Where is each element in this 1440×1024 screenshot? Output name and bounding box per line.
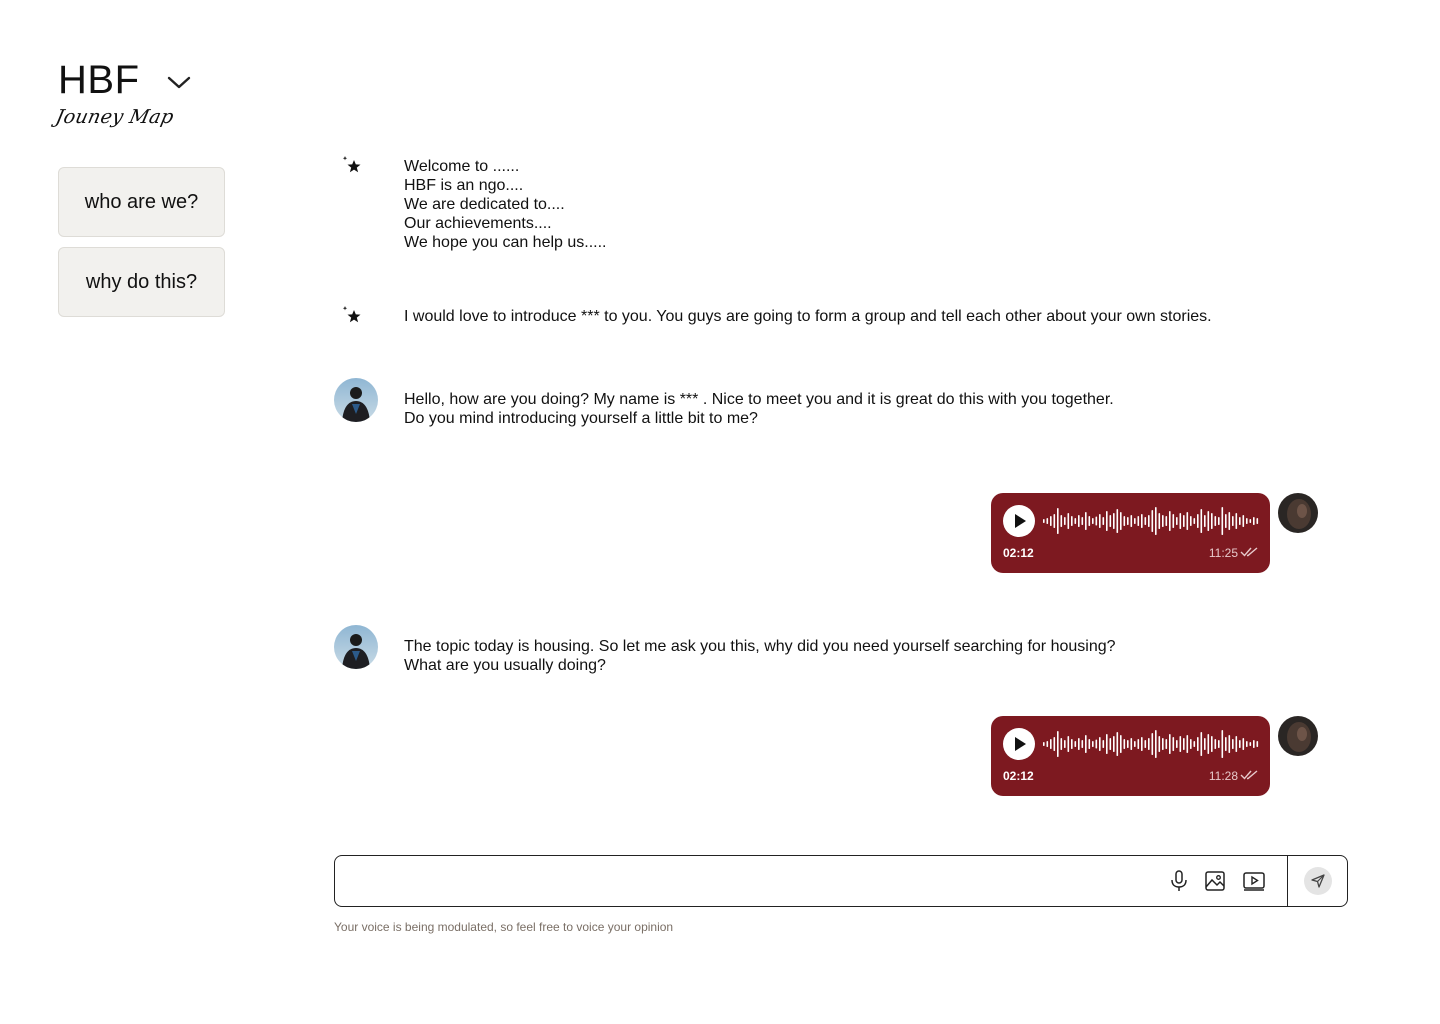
- waveform-bar: [1134, 741, 1136, 747]
- waveform-bar: [1071, 739, 1073, 749]
- waveform-bar: [1187, 735, 1189, 753]
- waveform-bar: [1211, 513, 1213, 529]
- sparkle-star-icon: [342, 306, 362, 326]
- waveform-bar: [1166, 516, 1168, 526]
- waveform-bar: [1166, 739, 1168, 749]
- waveform-bar: [1106, 734, 1108, 754]
- waveform-bar: [1180, 513, 1182, 529]
- waveform-bar: [1082, 517, 1084, 525]
- waveform-bar: [1054, 514, 1056, 528]
- voice-message: [991, 493, 1270, 573]
- waveform-bar: [1243, 738, 1245, 750]
- waveform-bar: [1236, 513, 1238, 529]
- waveform-bar: [1229, 735, 1231, 753]
- waveform-bar: [1145, 740, 1147, 748]
- waveform-bar: [1064, 517, 1066, 525]
- waveform-bar: [1162, 738, 1164, 750]
- waveform-bar: [1211, 736, 1213, 752]
- waveform-bar: [1257, 741, 1259, 747]
- waveform-bar: [1050, 739, 1052, 749]
- waveform-bar: [1215, 516, 1217, 526]
- waveform-bar: [1215, 739, 1217, 749]
- waveform-bar: [1117, 509, 1119, 533]
- waveform-bar: [1082, 740, 1084, 748]
- waveform-bar: [1075, 518, 1077, 524]
- waveform-bar: [1138, 516, 1140, 526]
- waveform-bar: [1141, 514, 1143, 528]
- video-icon[interactable]: [1242, 869, 1266, 893]
- waveform-bar: [1078, 515, 1080, 527]
- waveform-bar: [1050, 516, 1052, 526]
- sparkle-star-icon: [342, 156, 362, 176]
- waveform-bar: [1176, 517, 1178, 525]
- waveform-bar: [1113, 513, 1115, 529]
- waveform-bar: [1162, 515, 1164, 527]
- waveform-bar: [1239, 517, 1241, 525]
- waveform-bar: [1197, 514, 1199, 528]
- voice-timestamp: 11:28: [1208, 769, 1238, 783]
- message-input[interactable]: [349, 868, 1153, 896]
- waveform-bar: [1208, 511, 1210, 531]
- image-icon[interactable]: [1203, 869, 1227, 893]
- waveform-bar: [1155, 507, 1157, 535]
- waveform-bar: [1127, 517, 1129, 525]
- voice-timestamp: 11:25: [1208, 546, 1238, 560]
- waveform-bar: [1246, 518, 1248, 524]
- waveform-bar: [1239, 740, 1241, 748]
- waveform-bar: [1106, 511, 1108, 531]
- bot-message-welcome: Welcome to ...... HBF is an ngo.... We are dedicated to.... Our achievements.... We hope you can help us.....: [404, 158, 607, 251]
- waveform-bar: [1043, 519, 1045, 523]
- waveform-bar: [1243, 515, 1245, 527]
- send-button[interactable]: [1304, 867, 1332, 895]
- waveform-bar: [1246, 741, 1248, 747]
- waveform-bar: [1222, 507, 1224, 535]
- waveform-bar: [1194, 518, 1196, 524]
- waveform-bar: [1075, 741, 1077, 747]
- waveform-bar: [1222, 730, 1224, 758]
- waveform-bar: [1190, 516, 1192, 526]
- waveform-bar: [1134, 518, 1136, 524]
- bot-message-introduce: I would love to introduce *** to you. You guys are going to form a group and tell each other about your own stories.: [404, 308, 1212, 325]
- waveform-bar: [1159, 513, 1161, 529]
- double-check-icon: [1240, 769, 1258, 781]
- waveform-bar: [1127, 740, 1129, 748]
- waveform-bar: [1078, 738, 1080, 750]
- waveform-bar: [1057, 508, 1059, 534]
- waveform-bar: [1173, 737, 1175, 751]
- waveform-bar: [1099, 737, 1101, 751]
- waveform-bar: [1194, 741, 1196, 747]
- waveform-bar: [1057, 731, 1059, 757]
- waveform-bar: [1152, 510, 1154, 532]
- waveform-bar: [1180, 736, 1182, 752]
- waveform-bar: [1141, 737, 1143, 751]
- waveform-bar: [1250, 742, 1252, 746]
- waveform-bar: [1047, 741, 1049, 747]
- waveform-bar: [1253, 517, 1255, 525]
- who-are-we-button[interactable]: who are we?: [58, 167, 225, 237]
- waveform-bar: [1176, 740, 1178, 748]
- brand-title: HBF: [58, 58, 140, 102]
- waveform-bar: [1085, 735, 1087, 753]
- waveform-bar: [1096, 740, 1098, 749]
- waveform-bar: [1131, 738, 1133, 750]
- waveform-bar: [1173, 514, 1175, 528]
- waveform-bar: [1068, 736, 1070, 752]
- brand: [53, 58, 192, 128]
- waveform-bar: [1103, 740, 1105, 748]
- waveform-bar: [1232, 739, 1234, 749]
- waveform-bar: [1159, 736, 1161, 752]
- why-do-this-button[interactable]: why do this?: [58, 247, 225, 317]
- waveform-bar: [1103, 517, 1105, 525]
- waveform-bar: [1085, 512, 1087, 530]
- host-message-topic: The topic today is housing. So let me ask you this, why did you need yourself searching for housing? What are you usually doing?: [404, 638, 1116, 674]
- chevron-down-icon[interactable]: [166, 73, 192, 91]
- waveform-bar: [1152, 733, 1154, 755]
- waveform-bar: [1124, 739, 1126, 749]
- voice-duration: 02:12: [1003, 546, 1034, 560]
- waveform-bar: [1229, 512, 1231, 530]
- waveform-bar: [1043, 742, 1045, 746]
- waveform-bar: [1092, 741, 1094, 747]
- play-button[interactable]: [1003, 728, 1035, 760]
- composer-hint: Your voice is being modulated, so feel free to voice your opinion: [334, 920, 674, 934]
- host-avatar: [334, 378, 378, 422]
- waveform-bar: [1096, 517, 1098, 526]
- user-avatar: [1278, 493, 1318, 533]
- waveform-bar: [1110, 738, 1112, 750]
- waveform-bar: [1225, 737, 1227, 751]
- waveform-bar: [1120, 512, 1122, 530]
- waveform-bar: [1236, 736, 1238, 752]
- waveform-bar: [1204, 738, 1206, 750]
- waveform-bar: [1148, 515, 1150, 527]
- voice-duration: 02:12: [1003, 769, 1034, 783]
- voice-message: [991, 716, 1270, 796]
- waveform-bar: [1183, 738, 1185, 750]
- waveform-bar: [1124, 516, 1126, 526]
- composer-divider: [1287, 856, 1288, 906]
- waveform-bar: [1110, 515, 1112, 527]
- waveform-bar: [1201, 509, 1203, 533]
- waveform-bar: [1218, 517, 1220, 525]
- waveform-bar: [1131, 515, 1133, 527]
- waveform-bar: [1113, 736, 1115, 752]
- waveform-bar: [1204, 515, 1206, 527]
- waveform-bar: [1218, 740, 1220, 748]
- waveform-bar: [1117, 732, 1119, 756]
- waveform-bar: [1089, 516, 1091, 526]
- waveform-bar: [1064, 740, 1066, 748]
- waveform-bar: [1148, 738, 1150, 750]
- play-button[interactable]: [1003, 505, 1035, 537]
- waveform-bar: [1068, 513, 1070, 529]
- waveform-bar: [1225, 514, 1227, 528]
- waveform-bar: [1092, 518, 1094, 524]
- waveform-bar: [1155, 730, 1157, 758]
- send-icon: [1310, 873, 1326, 889]
- waveform-bar: [1232, 516, 1234, 526]
- waveform-bar: [1187, 512, 1189, 530]
- waveform-bar: [1120, 735, 1122, 753]
- waveform-bar: [1071, 516, 1073, 526]
- waveform-bar: [1047, 518, 1049, 524]
- waveform-bar: [1190, 739, 1192, 749]
- waveform-bar: [1169, 511, 1171, 531]
- waveform-bar: [1257, 518, 1259, 524]
- waveform[interactable]: [1043, 506, 1259, 536]
- host-message-greeting: Hello, how are you doing? My name is *** . Nice to meet you and it is great do this with you together. Do you mind introducing yourself a little bit to me?: [404, 391, 1114, 427]
- brand-subtitle: Jouney Map: [53, 106, 176, 128]
- message-composer: [334, 855, 1348, 907]
- waveform-bar: [1197, 737, 1199, 751]
- waveform-bar: [1183, 515, 1185, 527]
- waveform-bar: [1138, 739, 1140, 749]
- waveform-bar: [1145, 517, 1147, 525]
- waveform-bar: [1208, 734, 1210, 754]
- host-avatar: [334, 625, 378, 669]
- waveform[interactable]: [1043, 729, 1259, 759]
- waveform-bar: [1054, 737, 1056, 751]
- waveform-bar: [1201, 732, 1203, 756]
- waveform-bar: [1089, 739, 1091, 749]
- waveform-bar: [1099, 514, 1101, 528]
- waveform-bar: [1250, 519, 1252, 523]
- double-check-icon: [1240, 546, 1258, 558]
- waveform-bar: [1169, 734, 1171, 754]
- waveform-bar: [1061, 738, 1063, 750]
- waveform-bar: [1253, 740, 1255, 748]
- microphone-icon[interactable]: [1167, 869, 1191, 893]
- waveform-bar: [1061, 515, 1063, 527]
- user-avatar: [1278, 716, 1318, 756]
